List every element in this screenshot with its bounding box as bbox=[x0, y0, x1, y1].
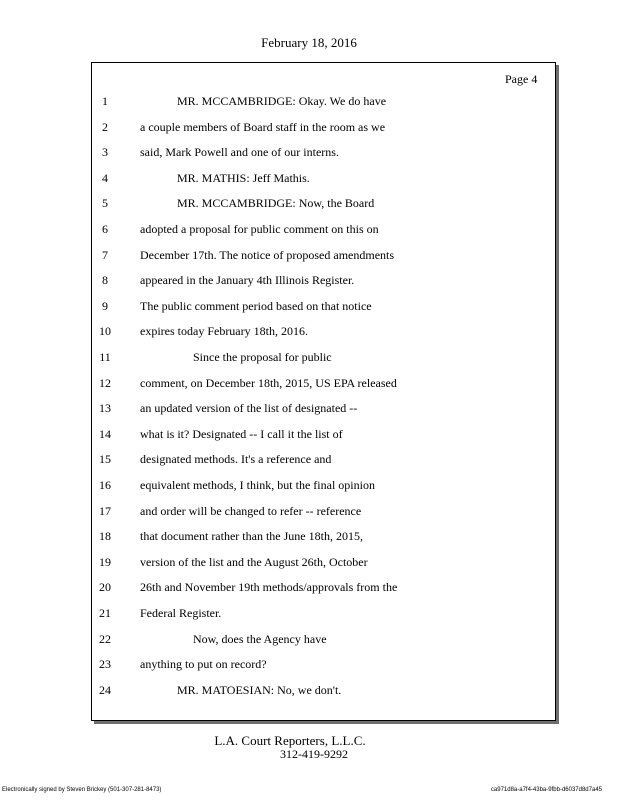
line-number: 1 bbox=[102, 94, 108, 108]
transcript-line bbox=[0, 630, 560, 648]
line-text: equivalent methods, I think, but the final opinion bbox=[140, 478, 375, 492]
transcript-line bbox=[0, 322, 560, 340]
page-number: Page 4 bbox=[505, 72, 538, 86]
transcript-line bbox=[0, 118, 560, 136]
footer-company: L.A. Court Reporters, L.L.C. bbox=[214, 733, 366, 748]
transcript-line bbox=[0, 374, 560, 392]
line-number: 10 bbox=[99, 324, 111, 339]
line-text: appeared in the January 4th Illinois Register. bbox=[140, 273, 355, 288]
line-text: comment, on December 18th, 2015, US EPA released bbox=[140, 375, 397, 390]
transcript-line bbox=[0, 450, 560, 468]
line-text: an updated version of the list of designated -- bbox=[140, 401, 358, 416]
line-text: MR. MCCAMBRIDGE: Now, the Board bbox=[177, 196, 375, 211]
transcript-line bbox=[0, 348, 560, 366]
line-number: 16 bbox=[99, 478, 111, 492]
transcript-line bbox=[0, 425, 560, 443]
line-text: anything to put on record? bbox=[140, 657, 267, 672]
transcript-line bbox=[0, 681, 560, 699]
line-text: MR. MATHIS: Jeff Mathis. bbox=[177, 170, 310, 185]
transcript-line bbox=[0, 604, 560, 622]
transcript-line bbox=[0, 271, 560, 289]
electronic-signature: Electronically signed by Steven Brickey (501-307-281-8473) bbox=[2, 787, 162, 793]
transcript-line bbox=[0, 220, 560, 238]
transcript-line bbox=[0, 502, 560, 520]
line-number: 3 bbox=[102, 145, 108, 160]
transcript-line bbox=[0, 246, 560, 264]
transcript-line bbox=[0, 399, 560, 417]
line-text: MR. MATOESIAN: No, we don't. bbox=[177, 682, 342, 697]
line-number: 14 bbox=[99, 426, 111, 441]
line-number: 22 bbox=[99, 631, 111, 646]
transcript-line bbox=[0, 143, 560, 161]
line-text: The public comment period based on that notice bbox=[140, 298, 372, 313]
line-number: 7 bbox=[102, 247, 108, 262]
line-text: said, Mark Powell and one of our interns. bbox=[140, 145, 339, 160]
line-text: Since the proposal for public bbox=[193, 350, 332, 364]
line-number: 19 bbox=[99, 554, 111, 569]
line-text: designated methods. It's a reference and bbox=[140, 452, 332, 467]
line-text: what is it? Designated -- I call it the list of bbox=[140, 426, 343, 441]
line-text: a couple members of Board staff in the room as we bbox=[140, 119, 386, 134]
line-number: 9 bbox=[102, 298, 108, 313]
line-number: 5 bbox=[102, 196, 108, 211]
line-text: version of the list and the August 26th, October bbox=[140, 554, 368, 569]
transcript-line bbox=[0, 169, 560, 187]
transcript-line bbox=[0, 476, 560, 494]
line-text: Federal Register. bbox=[140, 606, 222, 620]
line-text: December 17th. The notice of proposed amendments bbox=[140, 247, 395, 262]
footer-phone: 312-419-9292 bbox=[280, 747, 348, 761]
line-text: adopted a proposal for public comment on this on bbox=[140, 222, 379, 236]
transcript-line bbox=[0, 92, 560, 110]
transcript-line bbox=[0, 194, 560, 212]
line-number: 24 bbox=[99, 682, 111, 697]
line-text: MR. MCCAMBRIDGE: Okay. We do have bbox=[177, 94, 387, 108]
line-number: 20 bbox=[99, 580, 111, 595]
line-number: 13 bbox=[99, 401, 111, 416]
line-number: 8 bbox=[102, 273, 108, 288]
line-number: 2 bbox=[102, 119, 108, 134]
line-number: 17 bbox=[99, 503, 111, 518]
header-date: February 18, 2016 bbox=[261, 35, 357, 50]
line-text: and order will be changed to refer -- reference bbox=[140, 503, 362, 518]
transcript-line bbox=[0, 578, 560, 596]
document-hash: ca971d8a-a7f4-43ba-9fbb-d6037d8d7a45 bbox=[490, 787, 602, 793]
transcript-line bbox=[0, 553, 560, 571]
line-text: that document rather than the June 18th, 2015, bbox=[140, 529, 363, 544]
line-number: 6 bbox=[102, 222, 108, 236]
line-number: 18 bbox=[99, 529, 111, 544]
line-text: Now, does the Agency have bbox=[193, 631, 327, 646]
line-number: 15 bbox=[99, 452, 111, 467]
line-number: 11 bbox=[99, 350, 111, 364]
line-number: 23 bbox=[99, 657, 111, 672]
line-text: 26th and November 19th methods/approvals from the bbox=[140, 580, 398, 595]
line-text: expires today February 18th, 2016. bbox=[140, 324, 308, 339]
line-number: 21 bbox=[99, 606, 111, 620]
transcript-line bbox=[0, 655, 560, 673]
line-number: 4 bbox=[102, 170, 108, 185]
transcript-line bbox=[0, 297, 560, 315]
transcript-line bbox=[0, 527, 560, 545]
line-number: 12 bbox=[99, 375, 111, 390]
